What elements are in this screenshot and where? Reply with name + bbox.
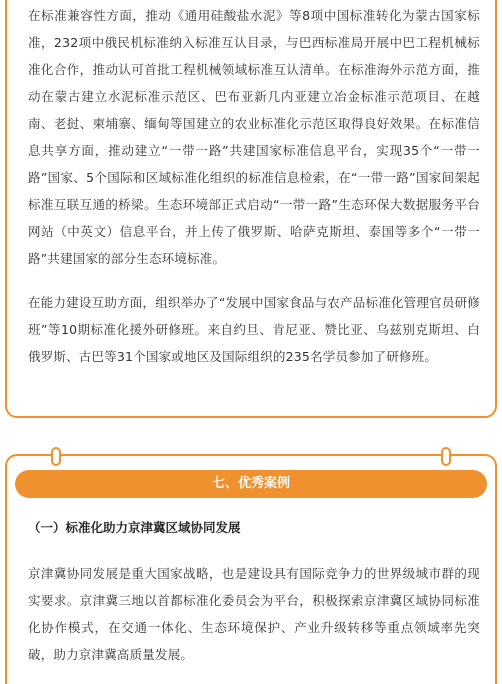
paragraph-standards-compatibility: 在标准兼容性方面，推动《通用硅酸盐水泥》等8项中国标准转化为蒙古国家标准，232项中俄民机标准纳入标准互认目录，与巴西标准局开展中巴工程机械标准化合作，推动认可首批工程机械领域标准互认清单。在标准海外示范方面，推动在蒙古建立水泥标准示范区、巴布亚新几内亚建立冶金标准示范项目、在越南、老挝、柬埔寨、缅甸等国建立的农业标准化示范区取得良好效果。在标准信息共享方面，推动建立“一带一路”共建国家标准信息平台，实现35个“一带一路”国家、5个国际和区域标准化组织的标准信息检索，在“一带一路”国家间架起标准互联互通的桥梁。生态环境部正式启动“一带一路”生态环保大数据服务平台网站（中英文）信息平台，并上传了俄罗斯、哈萨克斯坦、泰国等多个“一带一路”共建国家的部分生态环境标准。 [28,8,480,266]
right-clip-decoration [441,447,451,466]
card-body [28,2,480,370]
paragraph-capacity-building: 在能力建设互助方面，组织举办了“发展中国家食品与农产品标准化管理官员研修班”等10期标准化援外研修班。来自约旦、肯尼亚、赞比亚、乌兹别克斯坦、白俄罗斯、古巴等31个国家或地区及国际组织的235名学员参加了研修班。 [28,295,480,364]
content-card [5,0,497,418]
paragraph-jingjinji: 京津冀协同发展是重大国家战略，也是建设具有国际竞争力的世界级城市群的现实要求。京津冀三地以首都标准化委员会为平台，积极探索京津冀区域协同标准化协作模式，在交通一体化、生态环境保护、产业升级转移等重点领域率先突破，助力京津冀高质量发展。 [28,566,480,662]
left-clip-decoration [51,447,61,466]
section-card-excellent-cases [5,454,497,684]
section-body [28,518,480,668]
subheading: （一）标准化助力京津冀区域协同发展 [28,520,241,535]
section-title-banner: 七、优秀案例 [15,470,487,498]
